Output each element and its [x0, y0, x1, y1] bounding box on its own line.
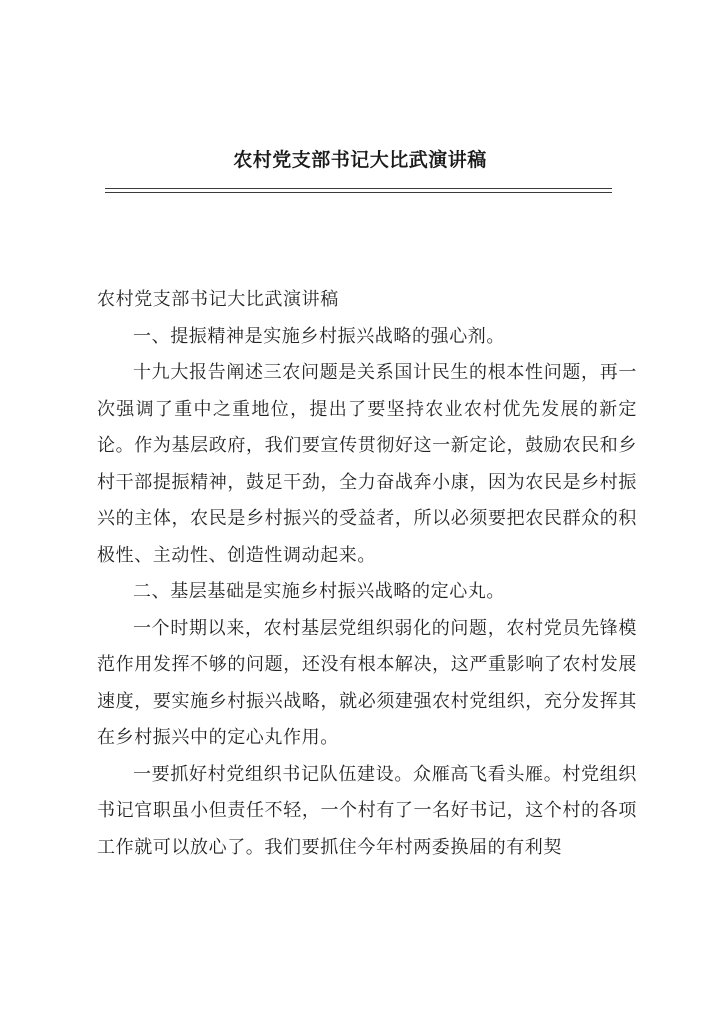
body-paragraph: 十九大报告阐述三农问题是关系国计民生的根本性问题，再一次强调了重中之重地位，提出了要坚持农业农村优先发展的新定论。作为基层政府，我们要宣传贯彻好这一新定论，鼓励农民和乡村干部提振精神，鼓足干劲，全力奋战奔小康，因为农民是乡村振兴的主体，农民是乡村振兴的受益者，所以必须要把农民群众的积极性、主动性、创造性调动起来。	[97, 362, 637, 566]
body-paragraph: 一要抓好村党组织书记队伍建设。众雁高飞看头雁。村党组织书记官职虽小但责任不轻，一个村有了一名好书记，这个村的各项工作就可以放心了。我们要抓住今年村两委换届的有利契	[97, 763, 637, 858]
body-paragraph-heading: 农村党支部书记大比武演讲稿	[97, 289, 339, 310]
section-heading-2: 二、基层基础是实施乡村振兴战略的定心丸。	[133, 581, 505, 602]
title-divider	[105, 188, 612, 193]
section-heading-1: 一、提振精神是实施乡村振兴战略的强心剂。	[133, 325, 505, 347]
document-title: 农村党支部书记大比武演讲稿	[233, 149, 487, 171]
body-paragraph: 一个时期以来，农村基层党组织弱化的问题，农村党员先锋模范作用发挥不够的问题，还没有根本解决，这严重影响了农村发展速度，要实施乡村振兴战略，就必须建强农村党组织，充分发挥其在乡村振兴中的定心丸作用。	[97, 617, 637, 748]
document-body	[97, 282, 637, 866]
